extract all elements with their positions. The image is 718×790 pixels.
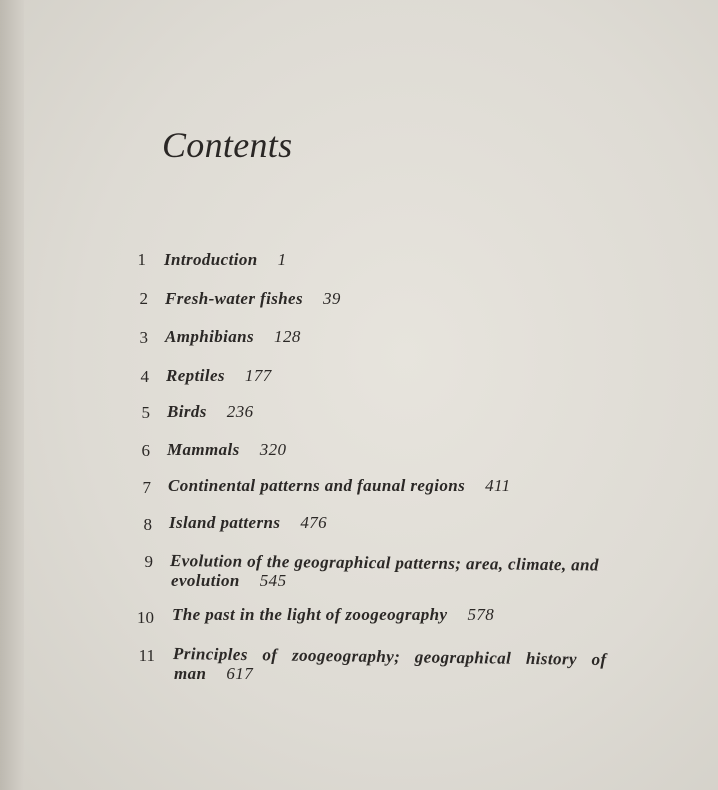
chapter-number: 11 — [138, 646, 155, 665]
chapter-page: 578 — [467, 605, 495, 624]
chapter-title: Birds — [167, 402, 207, 421]
page-title: Contents — [162, 125, 293, 165]
chapter-page: 177 — [244, 366, 272, 385]
chapter-title-continuation: evolution — [171, 571, 240, 590]
chapter-page: 236 — [226, 402, 254, 421]
chapter-page: 128 — [274, 327, 301, 346]
chapter-title-line — [169, 513, 327, 533]
chapter-title: Fresh-water fishes — [165, 289, 304, 308]
chapter-page: 320 — [259, 440, 287, 459]
chapter-number: 4 — [140, 367, 149, 386]
chapter-number: 8 — [143, 515, 152, 534]
chapter-title-line — [174, 664, 253, 684]
chapter-number: 6 — [141, 441, 150, 460]
chapter-title: Reptiles — [166, 366, 225, 385]
chapter-title: Evolution of the geographical patterns; area, climate, and — [169, 551, 599, 575]
chapter-title-continuation: man — [174, 664, 207, 683]
chapter-title: Continental patterns and faunal regions — [168, 476, 466, 495]
chapter-title-line — [167, 440, 286, 460]
chapter-title-line — [168, 476, 511, 496]
chapter-page: 617 — [226, 664, 254, 683]
chapter-title: Island patterns — [169, 513, 281, 532]
chapter-title: The past in the light of zoogeography — [172, 605, 448, 624]
chapter-number: 3 — [139, 328, 148, 347]
chapter-title: Mammals — [167, 440, 240, 459]
chapter-page: 39 — [323, 289, 341, 308]
chapter-title: Principles of zoogeography; geographical history of — [172, 644, 607, 670]
chapter-page: 411 — [485, 476, 511, 495]
chapter-number: 1 — [137, 250, 146, 269]
chapter-page: 545 — [259, 571, 287, 590]
chapter-page: 1 — [277, 250, 287, 269]
chapter-title-line — [167, 402, 254, 422]
chapter-title-line — [165, 289, 341, 309]
chapter-number: 2 — [139, 289, 148, 308]
chapter-number: 9 — [144, 552, 153, 571]
chapter-number: 7 — [142, 478, 151, 497]
chapter-title: Amphibians — [165, 327, 255, 346]
chapter-title-line — [165, 327, 301, 347]
chapter-number: 5 — [141, 403, 150, 422]
chapter-title-line — [164, 250, 287, 270]
chapter-title: Introduction — [164, 250, 258, 269]
chapter-number: 10 — [137, 608, 154, 627]
chapter-title-line — [171, 571, 286, 591]
chapter-page: 476 — [300, 513, 328, 532]
chapter-title-line — [166, 366, 272, 386]
chapter-title-line — [172, 605, 494, 625]
